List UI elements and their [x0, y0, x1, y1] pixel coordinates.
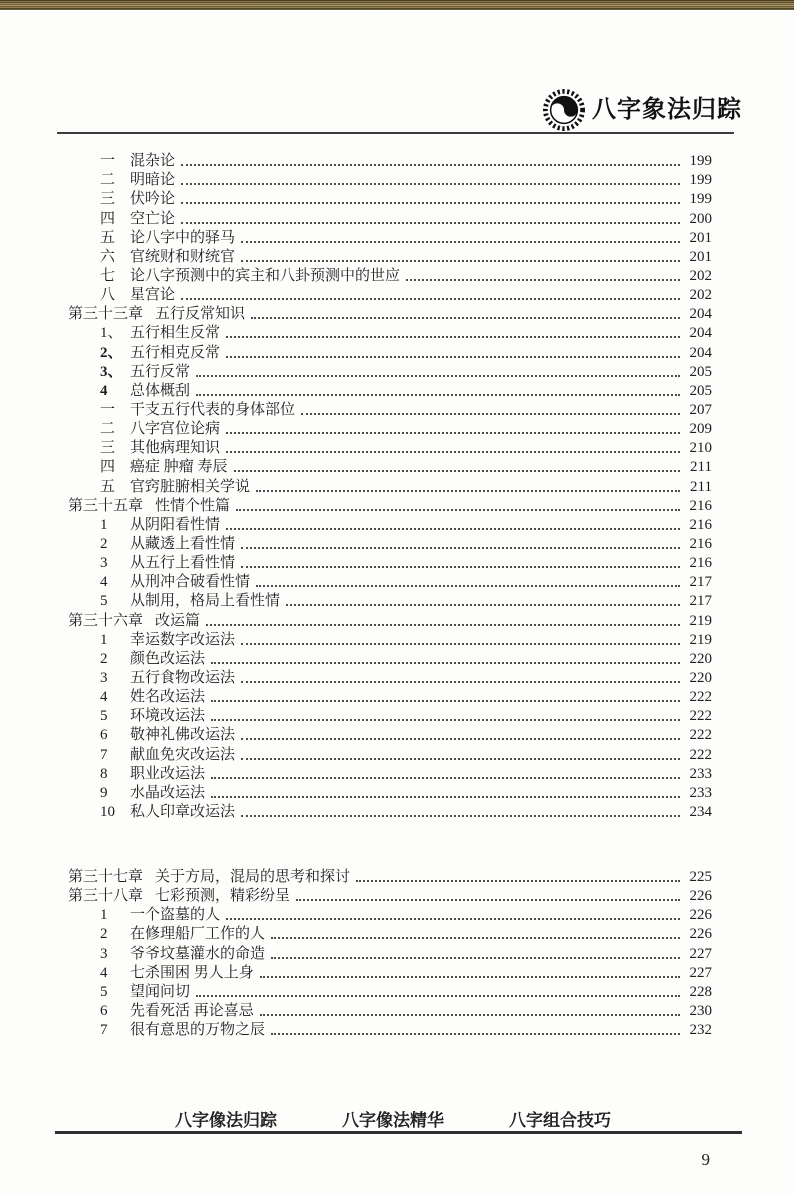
toc-entry-title: 星宫论: [130, 287, 176, 304]
toc-entry-title: 总体概刮: [130, 382, 191, 399]
dotted-leader: [251, 316, 680, 319]
toc-entry-page: 219: [689, 612, 712, 629]
toc-entry-page: 222: [689, 708, 712, 725]
toc-entry-number: 二: [100, 172, 116, 189]
dotted-leader: [301, 412, 680, 415]
dotted-leader: [271, 936, 680, 939]
toc-entry-number: 4: [100, 382, 108, 399]
toc-item-entry: [68, 905, 712, 924]
toc-entry-page: 216: [689, 516, 712, 533]
toc-entry-title: 混杂论: [130, 153, 176, 170]
dotted-leader: [286, 603, 680, 606]
toc-entry-page: 226: [689, 888, 712, 905]
dotted-leader: [241, 546, 680, 549]
toc-entry-page: 233: [689, 784, 712, 801]
dotted-leader: [211, 661, 680, 664]
dotted-leader: [196, 374, 680, 377]
toc-entry-title: 从制用，格局上看性情: [130, 593, 281, 610]
dotted-leader: [226, 527, 680, 530]
toc-entry-title: 明暗论: [130, 172, 176, 189]
toc-item-entry: [68, 744, 712, 763]
dotted-leader: [181, 201, 680, 204]
toc-item-entry: [68, 362, 712, 381]
toc-item-entry: [68, 982, 712, 1001]
toc-entry-title: 其他病理知识: [130, 440, 221, 457]
toc-entry-title: 五行相生反常: [130, 325, 221, 342]
toc-item-entry: [68, 924, 712, 943]
toc-entry-title: 从五行上看性情: [130, 555, 236, 572]
dotted-leader: [256, 489, 680, 492]
toc-item-entry: [68, 151, 712, 170]
toc-entry-page: 216: [689, 555, 712, 572]
taiji-bagua-logo-icon: [543, 89, 585, 131]
dotted-leader: [241, 240, 680, 243]
toc-chapter-number: 第三十六章: [68, 612, 144, 629]
toc-entry-page: 222: [689, 689, 712, 706]
toc-entry-number: 一: [100, 401, 116, 418]
book-title: 八字象法归踪: [592, 96, 742, 123]
dotted-leader: [296, 898, 680, 901]
toc-entry-page: 222: [689, 746, 712, 763]
toc-entry-page: 217: [689, 593, 712, 610]
toc-chapter-number: 第三十三章: [68, 306, 144, 323]
dotted-leader: [236, 508, 680, 511]
toc-entry-number: 4: [100, 689, 108, 706]
footer-series-title: 八字像法归踪: [175, 1111, 277, 1130]
dotted-leader: [206, 623, 680, 626]
dotted-leader: [226, 917, 680, 920]
toc-item-entry: [68, 400, 712, 419]
dotted-leader: [226, 355, 680, 358]
toc-entry-page: 199: [689, 172, 712, 189]
toc-item-entry: [68, 419, 712, 438]
toc-entry-page: 211: [690, 478, 712, 495]
toc-entry-title: 官窍脏腑相关学说: [130, 478, 251, 495]
toc-entry-number: 三: [100, 440, 116, 457]
toc-entry-number: 2: [100, 926, 108, 943]
dotted-leader: [241, 259, 680, 262]
dotted-leader: [211, 776, 680, 779]
page-header-brand: [543, 88, 742, 132]
toc-entry-title: 伏吟论: [130, 191, 176, 208]
toc-entry-number: 1: [100, 907, 108, 924]
dotted-leader: [196, 393, 680, 396]
toc-entry-page: 202: [689, 267, 712, 284]
toc-entry-page: 216: [689, 535, 712, 552]
toc-entry-page: 205: [689, 363, 712, 380]
toc-entry-title: 五行食物改运法: [130, 669, 236, 686]
toc-entry-title: 论八字预测中的宾主和八卦预测中的世应: [130, 267, 401, 284]
toc-entry-page: 209: [689, 421, 712, 438]
toc-chapter-number: 第三十五章: [68, 497, 144, 514]
toc-item-entry: [68, 342, 712, 361]
dotted-leader: [241, 565, 680, 568]
dotted-leader: [181, 221, 680, 224]
toc-entry-title: 先看死活 再论喜忌: [130, 1003, 254, 1020]
toc-entry-number: 四: [100, 210, 116, 227]
toc-entry-title: 献血免灾改运法: [130, 746, 236, 763]
dotted-leader: [181, 163, 680, 166]
toc-entry-page: 204: [689, 325, 712, 342]
toc-entry-page: 201: [689, 248, 712, 265]
toc-entry-title: 职业改运法: [130, 765, 206, 782]
dotted-leader: [181, 297, 680, 300]
toc-entry-number: 七: [100, 267, 116, 284]
toc-entry-title: 颜色改运法: [130, 650, 206, 667]
toc-entry-title: 幸运数字改运法: [130, 631, 236, 648]
dotted-leader: [260, 975, 680, 978]
toc-entry-title: 一个盗墓的人: [130, 907, 221, 924]
toc-entry-title: 七彩预测，精彩纷呈: [155, 888, 291, 905]
toc-entry-number: 五: [100, 229, 116, 246]
dotted-leader: [234, 469, 680, 472]
toc-item-entry: [68, 438, 712, 457]
toc-item-entry: [68, 783, 712, 802]
toc-entry-page: 226: [689, 907, 712, 924]
toc-entry-title: 爷爷坟墓灌水的命造: [130, 945, 266, 962]
toc-item-entry: [68, 764, 712, 783]
dotted-leader: [241, 757, 680, 760]
toc-entry-page: 226: [689, 926, 712, 943]
toc-item-entry: [68, 1001, 712, 1020]
toc-entry-number: 1、: [100, 325, 123, 342]
toc-item-entry: [68, 591, 712, 610]
toc-item-entry: [68, 706, 712, 725]
toc-entry-page: 202: [689, 287, 712, 304]
toc-chapter-entry: [68, 304, 712, 323]
toc-entry-page: 200: [689, 210, 712, 227]
toc-entry-title: 很有意思的万物之辰: [130, 1022, 266, 1039]
dotted-leader: [211, 795, 680, 798]
toc-chapter-entry: [68, 496, 712, 515]
toc-entry-page: 199: [689, 153, 712, 170]
page-number: 9: [701, 1150, 710, 1169]
toc-entry-page: 210: [689, 440, 712, 457]
dotted-leader: [226, 431, 680, 434]
toc-entry-number: 6: [100, 1003, 108, 1020]
toc-entry-page: 219: [689, 631, 712, 648]
toc-item-entry: [68, 725, 712, 744]
toc-entry-number: 八: [100, 287, 116, 304]
dotted-leader: [406, 278, 680, 281]
toc-entry-page: 211: [690, 459, 712, 476]
footer-divider: [55, 1131, 742, 1134]
toc-entry-page: 222: [689, 727, 712, 744]
dotted-leader: [356, 879, 680, 882]
toc-item-entry: [68, 649, 712, 668]
toc-entry-title: 敬神礼佛改运法: [130, 727, 236, 744]
toc-entry-page: 232: [689, 1022, 712, 1039]
toc-item-entry: [68, 170, 712, 189]
toc-item-entry: [68, 963, 712, 982]
toc-item-entry: [68, 476, 712, 495]
toc-entry-number: 9: [100, 784, 108, 801]
toc-entry-title: 癌症 肿瘤 寿辰: [130, 459, 228, 476]
dotted-leader: [226, 335, 680, 338]
toc-item-entry: [68, 1020, 712, 1039]
toc-entry-page: 220: [689, 669, 712, 686]
toc-entry-page: 204: [689, 344, 712, 361]
toc-item-entry: [68, 534, 712, 553]
toc-entry-page: 233: [689, 765, 712, 782]
toc-chapter-number: 第三十七章: [68, 869, 144, 886]
toc-item-entry: [68, 247, 712, 266]
toc-entry-page: 234: [689, 803, 712, 820]
toc-entry-title: 七杀围困 男人上身: [130, 964, 254, 981]
toc-entry-page: 199: [689, 191, 712, 208]
toc-entry-number: 10: [100, 803, 115, 820]
toc-entry-title: 八字宫位论病: [130, 421, 221, 438]
toc-entry-title: 五行相克反常: [130, 344, 221, 361]
dotted-leader: [196, 994, 680, 997]
toc-entry-title: 私人印章改运法: [130, 803, 236, 820]
toc-item-entry: [68, 457, 712, 476]
table-of-contents: [68, 151, 712, 1039]
toc-entry-title: 姓名改运法: [130, 689, 206, 706]
toc-entry-number: 6: [100, 727, 108, 744]
dotted-leader: [241, 737, 680, 740]
dotted-leader: [241, 680, 680, 683]
toc-item-entry: [68, 553, 712, 572]
footer-series-titles: [175, 1106, 611, 1131]
toc-chapter-entry: [68, 867, 712, 886]
decorative-top-border: [0, 0, 794, 10]
toc-item-entry: [68, 208, 712, 227]
dotted-leader: [181, 182, 680, 185]
toc-item-entry: [68, 943, 712, 962]
toc-chapter-entry: [68, 886, 712, 905]
toc-entry-page: 201: [689, 229, 712, 246]
dotted-leader: [211, 718, 680, 721]
dotted-leader: [241, 642, 680, 645]
toc-entry-title: 从藏透上看性情: [130, 535, 236, 552]
toc-entry-number: 3: [100, 669, 108, 686]
toc-entry-number: 2: [100, 650, 108, 667]
toc-item-entry: [68, 266, 712, 285]
toc-item-entry: [68, 228, 712, 247]
dotted-leader: [211, 699, 680, 702]
toc-entry-title: 五行反常知识: [155, 306, 246, 323]
toc-entry-number: 7: [100, 1022, 108, 1039]
toc-entry-page: 205: [689, 382, 712, 399]
toc-entry-page: 225: [689, 869, 712, 886]
toc-entry-title: 五行反常: [130, 363, 191, 380]
toc-entry-number: 5: [100, 593, 108, 610]
toc-entry-title: 改运篇: [155, 612, 201, 629]
toc-entry-number: 4: [100, 964, 108, 981]
toc-entry-page: 227: [689, 945, 712, 962]
toc-entry-title: 望闻问切: [130, 983, 191, 1000]
header-divider: [57, 132, 734, 134]
toc-entry-number: 3: [100, 555, 108, 572]
toc-entry-page: 228: [689, 983, 712, 1000]
toc-entry-number: 7: [100, 746, 108, 763]
dotted-leader: [226, 450, 680, 453]
toc-entry-page: 227: [689, 964, 712, 981]
toc-entry-title: 水晶改运法: [130, 784, 206, 801]
toc-entry-title: 从阴阳看性情: [130, 516, 221, 533]
toc-entry-number: 2、: [100, 344, 123, 361]
toc-entry-number: 四: [100, 459, 116, 476]
toc-entry-number: 2: [100, 535, 108, 552]
toc-entry-number: 五: [100, 478, 116, 495]
toc-item-entry: [68, 515, 712, 534]
toc-entry-number: 3: [100, 945, 108, 962]
footer-series-title: 八字组合技巧: [509, 1111, 611, 1130]
toc-entry-page: 220: [689, 650, 712, 667]
toc-item-entry: [68, 687, 712, 706]
toc-item-entry: [68, 323, 712, 342]
toc-item-entry: [68, 189, 712, 208]
toc-entry-number: 8: [100, 765, 108, 782]
toc-entry-number: 5: [100, 708, 108, 725]
toc-entry-title: 关于方局，混局的思考和探讨: [155, 869, 351, 886]
toc-entry-number: 5: [100, 983, 108, 1000]
footer-series-title: 八字像法精华: [342, 1111, 444, 1130]
toc-entry-title: 在修理船厂工作的人: [130, 926, 266, 943]
toc-item-entry: [68, 381, 712, 400]
toc-chapter-entry: [68, 610, 712, 629]
toc-item-entry: [68, 668, 712, 687]
toc-entry-number: 三: [100, 191, 116, 208]
toc-entry-number: 3、: [100, 363, 123, 380]
toc-entry-title: 从刑冲合破看性情: [130, 574, 251, 591]
toc-item-entry: [68, 285, 712, 304]
toc-entry-page: 217: [689, 574, 712, 591]
toc-entry-title: 干支五行代表的身体部位: [130, 401, 296, 418]
toc-chapter-number: 第三十八章: [68, 888, 144, 905]
toc-item-entry: [68, 630, 712, 649]
dotted-leader: [241, 814, 680, 817]
toc-entry-page: 216: [689, 497, 712, 514]
toc-entry-page: 204: [689, 306, 712, 323]
toc-item-entry: [68, 572, 712, 591]
toc-entry-page: 230: [689, 1003, 712, 1020]
toc-entry-number: 1: [100, 516, 108, 533]
dotted-leader: [271, 1032, 680, 1035]
toc-entry-number: 1: [100, 631, 108, 648]
dotted-leader: [260, 1013, 680, 1016]
toc-entry-page: 207: [689, 401, 712, 418]
toc-entry-title: 性情个性篇: [155, 497, 231, 514]
dotted-leader: [271, 956, 680, 959]
toc-item-entry: [68, 802, 712, 821]
toc-entry-title: 官统财和财统官: [130, 248, 236, 265]
toc-entry-title: 空亡论: [130, 210, 176, 227]
toc-entry-title: 论八字中的驿马: [130, 229, 236, 246]
dotted-leader: [256, 584, 680, 587]
toc-entry-number: 一: [100, 153, 116, 170]
toc-entry-number: 二: [100, 421, 116, 438]
toc-entry-title: 环境改运法: [130, 708, 206, 725]
toc-entry-number: 六: [100, 248, 116, 265]
toc-entry-number: 4: [100, 574, 108, 591]
